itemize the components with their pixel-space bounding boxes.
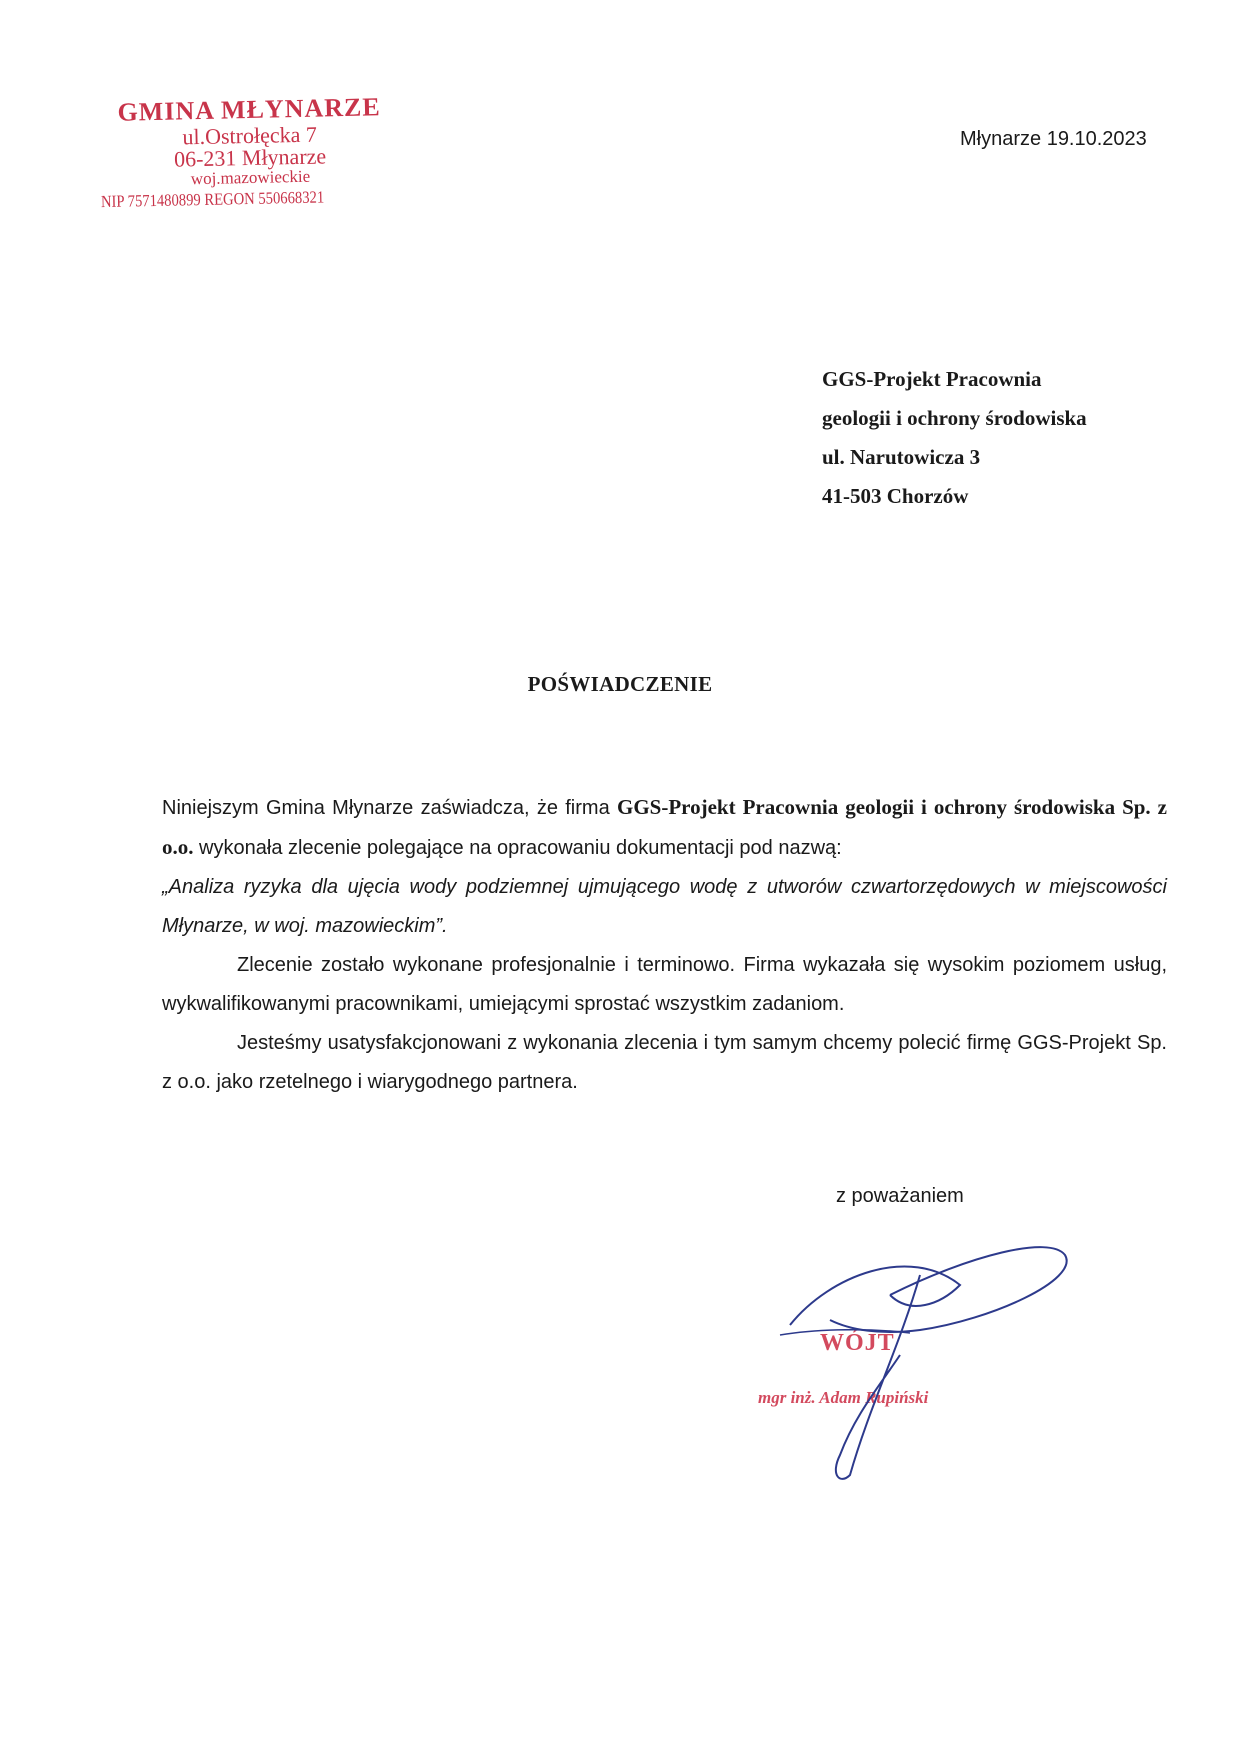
recipient-line-3: ul. Narutowicza 3 bbox=[822, 445, 981, 469]
document-title: POŚWIADCZENIE bbox=[527, 672, 713, 696]
signature-stamp-title: WÓJT bbox=[820, 1330, 895, 1356]
project-title-quote: „Analiza ryzyka dla ujęcia wody podziemnej ujmującego wodę z utworów czwartorzędowych w miejscowości Młynarze, w woj. mazowieckim”. bbox=[162, 876, 1167, 937]
stamp-city: 06-231 Młynarze bbox=[173, 143, 327, 172]
stamp-ids: NIP 7571480899 REGON 550668321 bbox=[100, 187, 325, 212]
paragraph-1-end: wykonała zlecenie polegające na opracowaniu dokumentacji pod nazwą: bbox=[193, 837, 842, 859]
signature-stamp-name: mgr inż. Adam Rupiński bbox=[758, 1388, 929, 1407]
letter-body bbox=[162, 788, 1167, 1102]
handwritten-signature bbox=[770, 1235, 1090, 1485]
company-name: GGS-Projekt Pracownia geologii i ochrony środowiska Sp. z o.o. bbox=[162, 795, 1167, 859]
municipality-stamp bbox=[99, 92, 401, 214]
letter-date: Młynarze 19.10.2023 bbox=[960, 128, 1147, 150]
stamp-region: woj.mazowieckie bbox=[190, 166, 311, 189]
recipient-line-4: 41-503 Chorzów bbox=[822, 484, 969, 508]
paragraph-1-start: Niniejszym Gmina Młynarze zaświadcza, że firma bbox=[162, 797, 617, 819]
stamp-name: GMINA MŁYNARZE bbox=[117, 92, 381, 127]
stamp-street: ul.Ostrołęcka 7 bbox=[182, 121, 318, 150]
recipient-address bbox=[822, 360, 1087, 516]
paragraph-3: Jesteśmy usatysfakcjonowani z wykonania zlecenia i tym samym chcemy polecić firmę GGS-Projekt Sp. z o.o. jako rzetelnego i wiarygodnego partnera. bbox=[162, 1032, 1167, 1093]
paragraph-1 bbox=[162, 788, 1167, 868]
recipient-line-2: geologii i ochrony środowiska bbox=[822, 406, 1087, 430]
paragraph-2: Zlecenie zostało wykonane profesjonalnie i terminowo. Firma wykazała się wysokim poziomem usług, wykwalifikowanymi pracownikami, umiejącymi sprostać wszystkim zadaniom. bbox=[162, 954, 1167, 1015]
closing-salutation: z poważaniem bbox=[836, 1185, 964, 1207]
recipient-line-1: GGS-Projekt Pracownia bbox=[822, 367, 1042, 391]
